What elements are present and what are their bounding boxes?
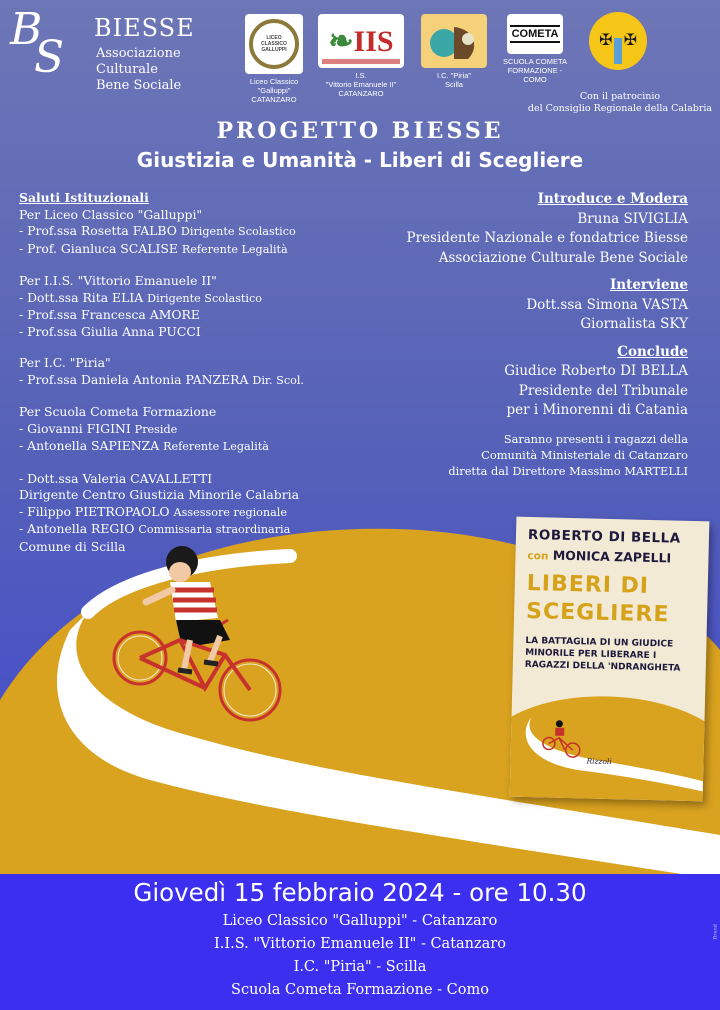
speakers-column bbox=[348, 190, 688, 479]
regione-calabria-emblem-icon: ✠ ✠ bbox=[589, 12, 647, 70]
brand-name: BIESSE bbox=[94, 14, 195, 42]
biesse-brand bbox=[8, 4, 238, 93]
book-title-line2: SCEGLIERE bbox=[525, 598, 670, 628]
logo-piria-caption: I.C. "Piria" Scilla bbox=[436, 71, 472, 89]
greetings-heading: Saluti Istituzionali bbox=[19, 190, 149, 205]
logo-piria bbox=[420, 14, 488, 89]
community-note: Saranno presenti i ragazzi della Comunità Ministeriale di Catanzaro diretta dal Direttore Massimo MARTELLI bbox=[448, 431, 688, 478]
institutional-greetings bbox=[19, 190, 379, 570]
group-org: Per I.C. "Piria" bbox=[19, 355, 111, 370]
event-footer bbox=[0, 874, 720, 1010]
section-heading: Conclude bbox=[617, 343, 688, 360]
cometa-wordmark: COMETA bbox=[510, 25, 561, 43]
logo-regione-calabria bbox=[589, 12, 651, 70]
venue-cometa: Scuola Cometa Formazione - Como bbox=[231, 982, 489, 998]
book-title-line1: LIBERI DI bbox=[526, 570, 650, 599]
group-iis: Per I.I.S. "Vittorio Emanuele II" - Dott.ssa Rita ELIA Dirigente Scolastico - Prof.ssa Francesca AMORE - Prof.ssa Giulia Anna PUCCI bbox=[19, 273, 379, 340]
logo-cometa bbox=[500, 14, 570, 84]
project-title: PROGETTO BIESSE bbox=[216, 118, 504, 144]
logo-iis bbox=[318, 14, 404, 98]
monogram-s: S bbox=[34, 32, 65, 83]
brand-subtitle-line2: Bene Sociale bbox=[96, 78, 182, 93]
project-subtitle: Giustizia e Umanità - Liberi di Scegliere bbox=[136, 148, 584, 172]
patronage-text bbox=[520, 91, 720, 115]
book-publisher: Rizzoli bbox=[586, 756, 612, 767]
brand-subtitle bbox=[96, 46, 238, 94]
piria-emblem-icon bbox=[424, 17, 484, 65]
group-org: Per Scuola Cometa Formazione bbox=[19, 404, 217, 419]
patronage-line2: del Consiglio Regionale della Calabria bbox=[527, 103, 713, 114]
venue-galluppi: Liceo Classico "Galluppi" - Catanzaro bbox=[222, 913, 498, 929]
iis-mark-icon: ❧IIS bbox=[328, 24, 394, 58]
biesse-monogram bbox=[10, 4, 65, 83]
brand-subtitle-line1: Associazione Culturale bbox=[96, 46, 181, 77]
group-org: Per Liceo Classico "Galluppi" bbox=[19, 206, 203, 222]
section-heading: Introduce e Modera bbox=[537, 191, 688, 207]
venue-piria: I.C. "Piria" - Scilla bbox=[293, 959, 427, 975]
group-piria: Per I.C. "Piria" - Prof.ssa Daniela Antonia PANZERA Dir. Scol. bbox=[19, 355, 379, 389]
book-cover-art bbox=[510, 677, 706, 802]
patronage-line1: Con il patrocinio bbox=[579, 91, 661, 102]
group-cometa: Per Scuola Cometa Formazione - Giovanni FIGINI Preside - Antonella SAPIENZA Referente Legalità bbox=[19, 404, 379, 456]
group-org: Per I.I.S. "Vittorio Emanuele II" bbox=[19, 273, 217, 288]
design-credit: Brand bbox=[712, 924, 718, 940]
logo-iis-caption: I.S. "Vittorio Emanuele II" CATANZARO bbox=[325, 71, 397, 98]
section-heading: Interviene bbox=[609, 277, 688, 293]
book-coauthor: con MONICA ZAPELLI bbox=[527, 547, 672, 566]
venue-iis: I.I.S. "Vittorio Emanuele II" - Catanzaro bbox=[214, 936, 506, 952]
logo-galluppi-caption: Liceo Classico "Galluppi" CATANZARO bbox=[249, 77, 299, 104]
section-conclude: Conclude Giudice Roberto DI BELLA Presidente del Tribunale per i Minorenni di Catania bbox=[348, 343, 688, 421]
logo-cometa-caption: SCUOLA COMETA FORMAZIONE - COMO bbox=[502, 57, 568, 84]
book-subtitle: LA BATTAGLIA DI UN GIUDICE MINORILE PER LIBERARE I RAGAZZI DELLA 'NDRANGHETA bbox=[524, 635, 681, 674]
monogram-b: B bbox=[10, 4, 43, 55]
logo-galluppi bbox=[244, 14, 304, 104]
book-cover bbox=[510, 517, 710, 802]
book-author: ROBERTO DI BELLA bbox=[527, 526, 681, 547]
group-others: - Dott.ssa Valeria CAVALLETTI Dirigente Centro Giustizia Minorile Calabria - Filippo PIETROPAOLO Assessore regionale - Antonella REGIO Commissaria straordinaria Comune di Scilla bbox=[19, 470, 299, 554]
section-interviene: Interviene Dott.ssa Simona VASTA Giornalista SKY bbox=[348, 276, 688, 335]
section-introduce: Introduce e Modera Bruna SIVIGLIA Presidente Nazionale e fondatrice Biesse Associazione Culturale Bene Sociale bbox=[348, 190, 688, 268]
galluppi-seal-icon: LICEO CLASSICO GALLUPPI bbox=[249, 19, 299, 69]
event-date: Giovedì 15 febbraio 2024 - ore 10.30 bbox=[133, 878, 587, 907]
group-galluppi: Per Liceo Classico "Galluppi" - Prof.ssa Rosetta FALBO Dirigente Scolastico - Prof. Gianluca SCALISE Referente Legalità bbox=[19, 207, 379, 259]
